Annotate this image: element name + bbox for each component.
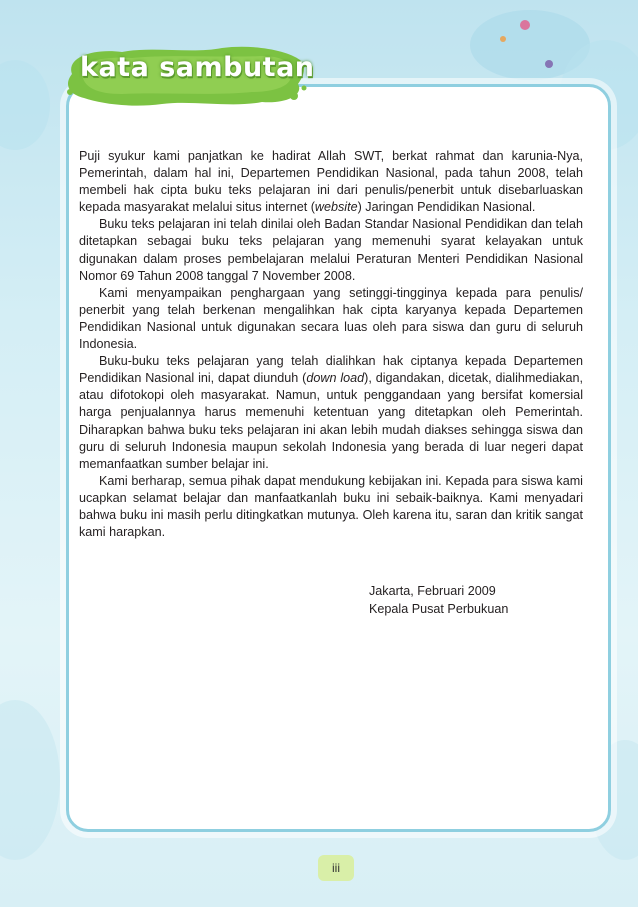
paragraph: Kami berharap, semua pihak dapat mendukung kebijakan ini. Kepada para siswa kami ucapkan selamat belajar dan manfaatkanlah buku ini sebaik-baiknya. Kami menyadari bahwa buku ini masih perlu ditingkatkan mutunya. Oleh karena itu, saran dan kritik sangat kami harapkan. [79,473,583,540]
paragraph: Kami menyampaikan penghargaan yang setinggi-tingginya kepada para penulis/ penerbit yang telah berkenan mengalihkan hak cipta karyanya kepada Departemen Pendidikan Nasional untuk digunakan secara luas oleh para siswa dan guru di seluruh Indonesia. [79,285,583,352]
italic-term: down load [306,371,365,386]
signature-block [369,583,508,618]
italic-term: website [314,200,358,215]
background-splash [520,20,530,30]
paragraph [79,353,583,473]
paragraph-text: Puji syukur kami panjatkan ke hadirat Allah SWT, berkat rahmat dan karunia-Nya, Pemerintah, dalam hal ini, Departemen Pendidikan Nasional, pada tahun 2008, telah membeli hak cipta buku teks pelajaran ini dari penulis/penerbit untuk disebarluaskan kepada masyarakat melalui situs internet ( [79,149,583,215]
paragraph-text: Buku-buku teks pelajaran yang telah dialihkan hak ciptanya kepada Departemen Pendidikan Nasional ini, dapat diunduh ( [79,354,583,386]
foreword-body [79,148,583,541]
paragraph [79,148,583,216]
background-splash [0,60,50,150]
paragraph: Buku teks pelajaran ini telah dinilai oleh Badan Standar Nasional Pendidikan dan telah ditetapkan sebagai buku teks pelajaran yang memenuhi syarat kelayakan untuk digunakan dalam proses pembelajaran melalui Peraturan Menteri Pendidikan Nasional Nomor 69 Tahun 2008 tanggal 7 November 2008. [79,217,583,283]
signature-office: Kepala Pusat Perbukuan [369,601,509,616]
background-splash [545,60,553,68]
background-splash [500,36,506,42]
background-splash [0,700,60,860]
paragraph-text: ), digandakan, dicetak, dialihmediakan, atau difotokopi oleh masyarakat. Namun, untuk penggandaan yang bersifat komersial harga penjualannya harus memenuhi ketentuan yang ditetapkan oleh Pemerintah. Diharapkan bahwa buku teks pelajaran ini akan lebih mudah diakses sehingga siswa dan guru di seluruh Indonesia maupun sekolah Indonesia yang berada di luar negeri dapat memanfaatkan sumber belajar ini. [79,371,583,471]
paragraph-text: ) Jaringan Pendidikan Nasional. [357,200,536,215]
page-number: iii [318,855,354,881]
page-title: kata sambutan [80,52,315,83]
signature-place-date: Jakarta, Februari 2009 [369,584,496,598]
